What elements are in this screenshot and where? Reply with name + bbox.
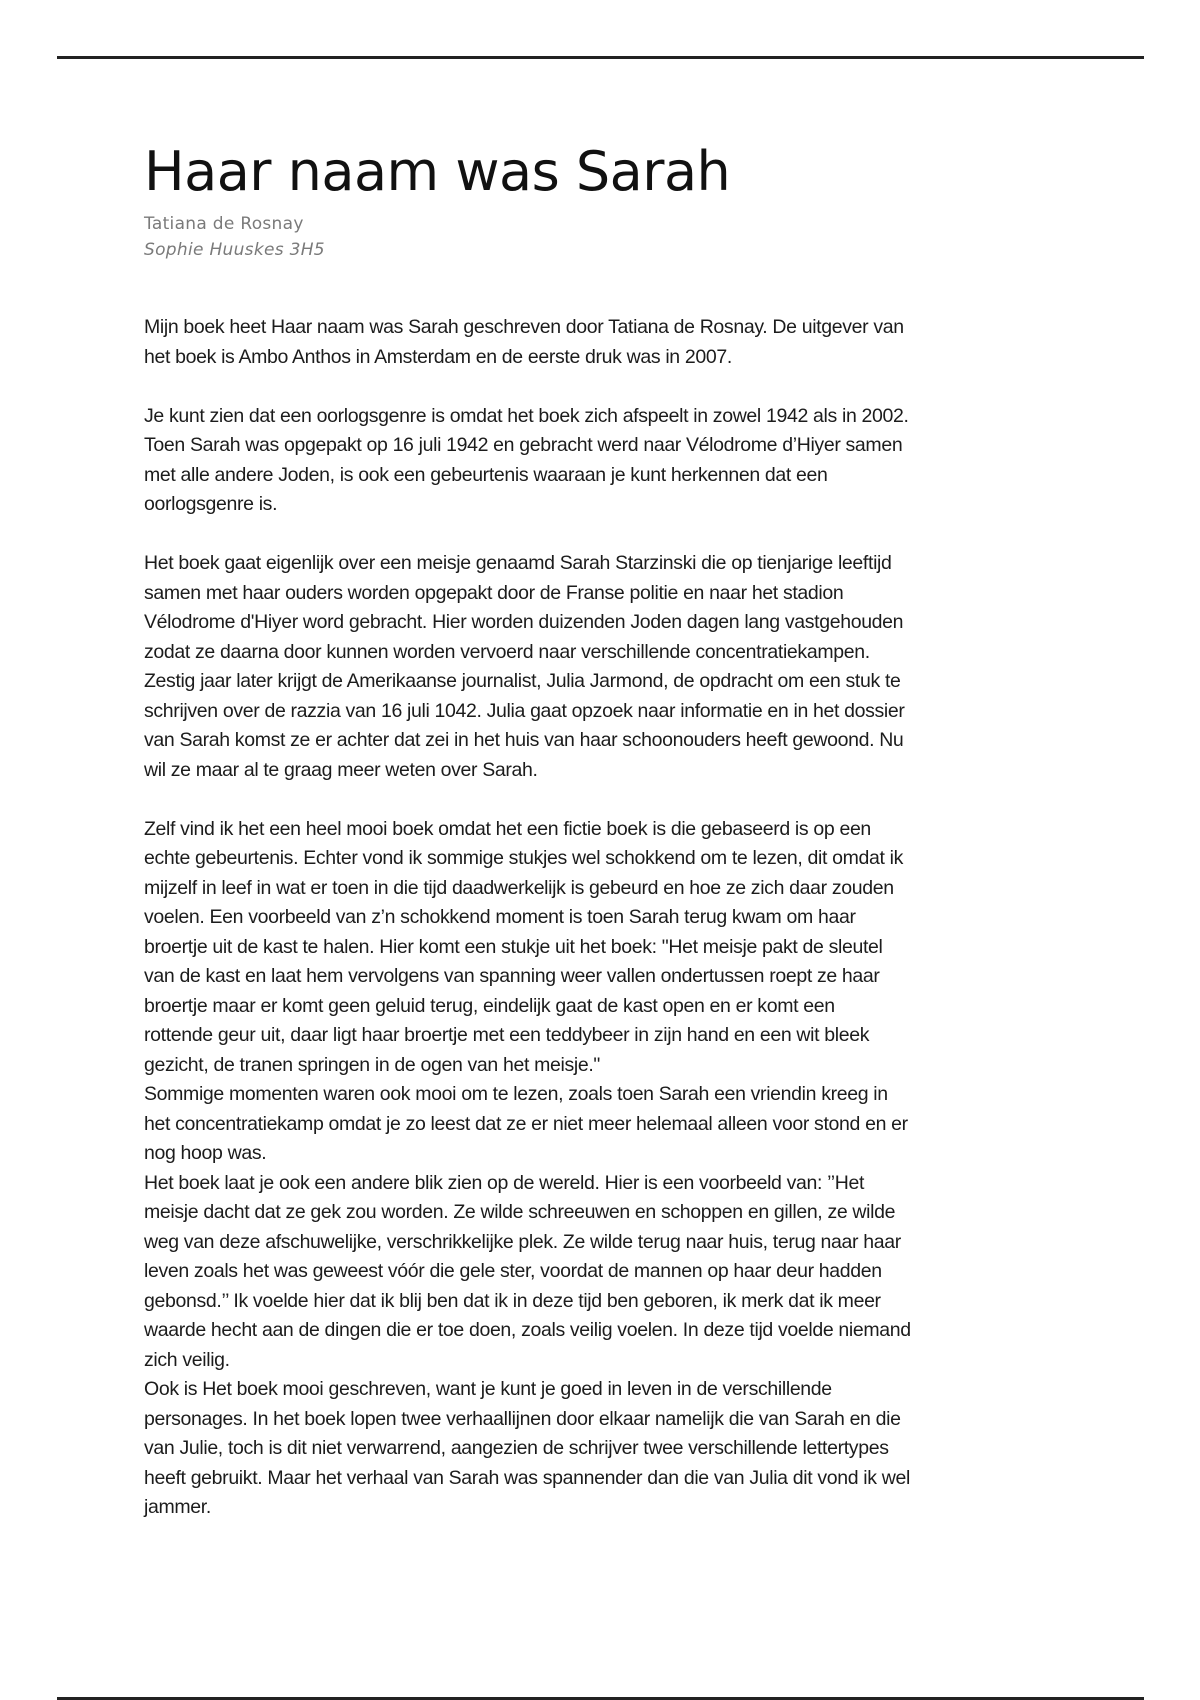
text-line: nog hoop was.	[144, 1142, 267, 1164]
text-line: Mijn boek heet Haar naam was Sarah geschreven door Tatiana de Rosnay. De uitgever van	[144, 316, 904, 338]
text-line: broertje maar er komt geen geluid terug, eindelijk gaat de kast open en er komt een	[144, 994, 835, 1017]
text-line: Vélodrome d'Hiyer word gebracht. Hier worden duizenden Joden dagen lang vastgehouden	[144, 611, 904, 633]
text-line: van Sarah komst ze er achter dat zei in het huis van haar schoonouders heeft gewoond. Nu	[144, 729, 904, 751]
text-line: Ook is Het boek mooi geschreven, want je kunt je goed in leven in de verschillende	[144, 1378, 832, 1400]
text-line: gezicht, de tranen springen in de ogen van het meisje."	[144, 1053, 600, 1076]
text-line: mijzelf in leef in wat er toen in die tijd daadwerkelijk is gebeurd en hoe ze zich daar zouden	[144, 876, 894, 899]
paragraph-genre	[144, 402, 1104, 520]
text-line: zodat ze daarna door kunnen worden vervoerd naar verschillende concentratiekampen.	[144, 640, 870, 663]
top-horizontal-rule	[57, 56, 1144, 59]
document-header	[144, 140, 1084, 264]
text-line: broertje uit de kast te halen. Hier komt een stukje uit het boek: "Het meisje pakt de sleutel	[144, 935, 883, 958]
text-line: samen met haar ouders worden opgepakt door de Franse politie en naar het stadion	[144, 581, 844, 604]
text-line: weg van deze afschuwelijke, verschrikkelijke plek. Ze wilde terug naar huis, terug naar haar	[144, 1230, 901, 1253]
paragraph-opinion	[144, 815, 1104, 1081]
text-line: echte gebeurtenis. Echter vond ik sommige stukjes wel schokkend om te lezen, dit omdat ik	[144, 847, 903, 869]
text-line: Zestig jaar later krijgt de Amerikaanse journalist, Julia Jarmond, de opdracht om een stuk te	[144, 670, 901, 692]
text-line: leven zoals het was geweest vóór die gele ster, voordat de mannen op haar deur hadden	[144, 1260, 882, 1282]
paragraph-intro	[144, 313, 1104, 372]
student-name: Sophie Huuskes 3H5	[144, 240, 325, 260]
text-line: van Julie, toch is dit niet verwarrend, aangezien de schrijver twee verschillende lettertypes	[144, 1437, 889, 1459]
paragraph-writing-style	[144, 1375, 1104, 1523]
text-line: Sommige momenten waren ook mooi om te lezen, zoals toen Sarah een vriendin kreeg in	[144, 1083, 888, 1105]
text-line: zich veilig.	[144, 1348, 230, 1371]
text-line: personages. In het boek lopen twee verhaallijnen door elkaar namelijk die van Sarah en die	[144, 1407, 901, 1430]
text-line: wil ze maar al te graag meer weten over Sarah.	[144, 758, 538, 781]
paragraph-beautiful-moments	[144, 1080, 1104, 1169]
text-line: Het boek laat je ook een andere blik zien op de wereld. Hier is een voorbeeld van: ’’Het	[144, 1171, 865, 1194]
text-line: Zelf vind ik het een heel mooi boek omdat het een fictie boek is die gebaseerd is op een	[144, 817, 871, 840]
text-line: oorlogsgenre is.	[144, 493, 278, 515]
text-line: het boek is Ambo Anthos in Amsterdam en de eerste druk was in 2007.	[144, 345, 732, 368]
text-line: Toen Sarah was opgepakt op 16 juli 1942 en gebracht werd naar Vélodrome d’Hiyer samen	[144, 434, 903, 456]
text-line: voelen. Een voorbeeld van z’n schokkend moment is toen Sarah terug kwam om haar	[144, 906, 856, 928]
text-line: heeft gebruikt. Maar het verhaal van Sarah was spannender dan die van Julia dit vond ik wel	[144, 1466, 910, 1489]
text-line: waarde hecht aan de dingen die er toe doen, zoals veilig voelen. In deze tijd voelde niemand	[144, 1319, 911, 1341]
text-line: Het boek gaat eigenlijk over een meisje genaamd Sarah Starzinski die op tienjarige leeftijd	[144, 552, 892, 574]
text-line: meisje dacht dat ze gek zou worden. Ze wilde schreeuwen en schoppen en gillen, ze wilde	[144, 1201, 896, 1223]
text-line: het concentratiekamp omdat je zo leest dat ze er niet meer helemaal alleen voor stond en er	[144, 1112, 908, 1135]
document-title: Haar naam was Sarah	[144, 140, 731, 203]
text-line: van de kast en laat hem vervolgens van spanning weer vallen ondertussen roept ze haar	[144, 965, 880, 987]
paragraph-worldview	[144, 1169, 1104, 1376]
text-line: jammer.	[144, 1496, 211, 1518]
document-body	[144, 313, 1104, 1523]
text-line: schrijven over de razzia van 16 juli 1042. Julia gaat opzoek naar informatie en in het dossier	[144, 699, 905, 722]
paragraph-summary	[144, 549, 1104, 785]
text-line: met alle andere Joden, is ook een gebeurtenis waaraan je kunt herkennen dat een	[144, 463, 828, 486]
text-line: rottende geur uit, daar ligt haar broertje met een teddybeer in zijn hand en een wit bleek	[144, 1024, 870, 1046]
text-line: Je kunt zien dat een oorlogsgenre is omdat het boek zich afspeelt in zowel 1942 als in 2002.	[144, 404, 909, 427]
text-line: gebonsd.’’ Ik voelde hier dat ik blij ben dat ik in deze tijd ben geboren, ik merk dat ik meer	[144, 1289, 881, 1312]
book-author: Tatiana de Rosnay	[144, 214, 304, 234]
